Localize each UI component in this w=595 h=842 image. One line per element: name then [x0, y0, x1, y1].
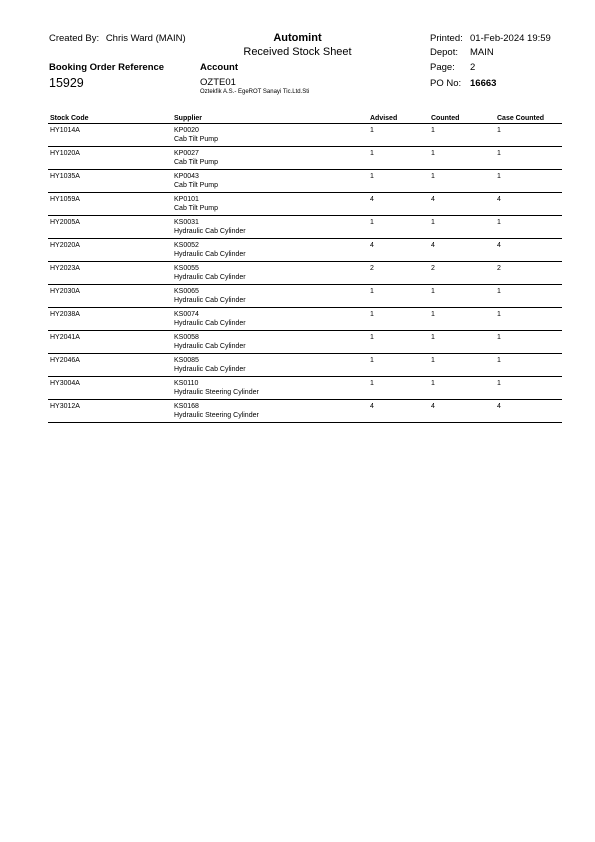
advised-cell [368, 377, 429, 400]
case-counted-qty: 1 [497, 357, 501, 364]
stock-code-cell [48, 170, 172, 193]
advised-cell [368, 400, 429, 423]
depot-label: Depot: [430, 47, 458, 58]
item-description: Hydraulic Cab Cylinder [174, 320, 246, 327]
supplier-cell [172, 400, 368, 423]
stock-code-cell [48, 308, 172, 331]
supplier-cell [172, 193, 368, 216]
supplier-code: KS0065 [174, 288, 199, 295]
item-description: Hydraulic Cab Cylinder [174, 366, 246, 373]
advised-cell [368, 239, 429, 262]
counted-qty: 2 [431, 265, 435, 272]
advised-qty: 1 [370, 173, 374, 180]
advised-qty: 1 [370, 127, 374, 134]
case-counted-qty: 1 [497, 150, 501, 157]
case-counted-qty: 1 [497, 173, 501, 180]
counted-cell [429, 170, 495, 193]
item-description: Hydraulic Steering Cylinder [174, 412, 259, 419]
case-counted-qty: 2 [497, 265, 501, 272]
item-description: Hydraulic Cab Cylinder [174, 343, 246, 350]
advised-cell [368, 170, 429, 193]
counted-qty: 1 [431, 311, 435, 318]
supplier-cell [172, 239, 368, 262]
table-row [48, 285, 562, 308]
counted-cell [429, 193, 495, 216]
supplier-code: KS0074 [174, 311, 199, 318]
created-by-value: Chris Ward (MAIN) [105, 33, 186, 44]
advised-qty: 1 [370, 380, 374, 387]
supplier-cell [172, 262, 368, 285]
supplier-code: KP0101 [174, 196, 199, 203]
supplier-code: KS0055 [174, 265, 199, 272]
table-row [48, 400, 562, 423]
counted-qty: 1 [431, 150, 435, 157]
case-counted-qty: 1 [497, 311, 501, 318]
counted-qty: 1 [431, 219, 435, 226]
case-counted-cell [495, 262, 562, 285]
supplier-code: KP0020 [174, 127, 199, 134]
sheet-title: Received Stock Sheet [243, 46, 352, 58]
depot-value: MAIN [470, 47, 494, 58]
counted-qty: 1 [431, 127, 435, 134]
supplier-code: KS0168 [174, 403, 199, 410]
case-counted-cell [495, 308, 562, 331]
stock-code: HY2046A [50, 357, 80, 364]
item-description: Hydraulic Cab Cylinder [174, 297, 246, 304]
stock-code: HY2030A [50, 288, 80, 295]
stock-code: HY2005A [50, 219, 80, 226]
advised-cell [368, 331, 429, 354]
case-counted-cell [495, 147, 562, 170]
counted-qty: 1 [431, 288, 435, 295]
case-counted-qty: 1 [497, 334, 501, 341]
advised-cell [368, 308, 429, 331]
advised-qty: 4 [370, 403, 374, 410]
case-counted-qty: 4 [497, 403, 501, 410]
case-counted-cell [495, 331, 562, 354]
advised-qty: 4 [370, 242, 374, 249]
supplier-cell [172, 377, 368, 400]
table-row [48, 147, 562, 170]
counted-cell [429, 331, 495, 354]
stock-code: HY3012A [50, 403, 80, 410]
stock-code-cell [48, 147, 172, 170]
booking-ref-label: Booking Order Reference [49, 62, 165, 73]
page-value: 2 [470, 62, 476, 73]
supplier-cell [172, 354, 368, 377]
printed-label: Printed: [430, 33, 463, 44]
supplier-code: KS0085 [174, 357, 199, 364]
advised-qty: 2 [370, 265, 374, 272]
po-value: 16663 [470, 78, 497, 89]
supplier-code: KS0052 [174, 242, 199, 249]
supplier-cell [172, 331, 368, 354]
case-counted-cell [495, 239, 562, 262]
case-counted-cell [495, 377, 562, 400]
advised-qty: 1 [370, 150, 374, 157]
table-header-row [48, 113, 562, 124]
table-row [48, 331, 562, 354]
supplier-code: KP0043 [174, 173, 199, 180]
counted-cell [429, 400, 495, 423]
supplier-code: KS0031 [174, 219, 199, 226]
advised-qty: 1 [370, 357, 374, 364]
counted-cell [429, 354, 495, 377]
stock-code: HY2023A [50, 265, 80, 272]
stock-code-cell [48, 262, 172, 285]
stock-code: HY2020A [50, 242, 80, 249]
advised-cell [368, 285, 429, 308]
counted-cell [429, 124, 495, 147]
advised-qty: 1 [370, 219, 374, 226]
counted-qty: 1 [431, 334, 435, 341]
col-header-counted: Counted [429, 113, 495, 124]
supplier-code: KP0027 [174, 150, 199, 157]
col-header-supplier: Supplier [172, 113, 368, 124]
advised-cell [368, 216, 429, 239]
printed-value: 01-Feb-2024 19:59 [470, 33, 551, 44]
case-counted-cell [495, 285, 562, 308]
po-label: PO No: [430, 78, 462, 89]
stock-code-cell [48, 285, 172, 308]
col-header-advised: Advised [368, 113, 429, 124]
case-counted-cell [495, 400, 562, 423]
advised-cell [368, 193, 429, 216]
advised-cell [368, 147, 429, 170]
item-description: Hydraulic Cab Cylinder [174, 274, 246, 281]
supplier-cell [172, 170, 368, 193]
stock-code-cell [48, 400, 172, 423]
booking-ref-value: 15929 [49, 76, 84, 90]
case-counted-cell [495, 170, 562, 193]
counted-qty: 4 [431, 242, 435, 249]
company-name: Automint [273, 32, 322, 44]
counted-qty: 1 [431, 173, 435, 180]
advised-cell [368, 354, 429, 377]
stock-code-cell [48, 124, 172, 147]
counted-cell [429, 377, 495, 400]
advised-qty: 1 [370, 288, 374, 295]
item-description: Cab Tilt Pump [174, 136, 218, 143]
stock-code: HY2038A [50, 311, 80, 318]
stock-code: HY1020A [50, 150, 80, 157]
case-counted-qty: 4 [497, 242, 501, 249]
supplier-code: KS0058 [174, 334, 199, 341]
stock-code: HY2041A [50, 334, 80, 341]
case-counted-cell [495, 216, 562, 239]
counted-cell [429, 308, 495, 331]
item-description: Cab Tilt Pump [174, 182, 218, 189]
col-header-case-counted: Case Counted [495, 113, 562, 124]
counted-qty: 4 [431, 196, 435, 203]
stock-code: HY1059A [50, 196, 80, 203]
item-description: Hydraulic Steering Cylinder [174, 389, 259, 396]
stock-code-cell [48, 354, 172, 377]
supplier-cell [172, 285, 368, 308]
counted-qty: 1 [431, 380, 435, 387]
item-description: Hydraulic Cab Cylinder [174, 228, 246, 235]
account-name: Oztekfik A.S.- EgeROT Sanayi Tic.Ltd.Sti [200, 89, 310, 95]
supplier-cell [172, 308, 368, 331]
case-counted-qty: 1 [497, 380, 501, 387]
case-counted-cell [495, 124, 562, 147]
counted-cell [429, 239, 495, 262]
table-row [48, 239, 562, 262]
supplier-code: KS0110 [174, 380, 199, 387]
stock-code: HY1035A [50, 173, 80, 180]
table-body [48, 124, 562, 423]
case-counted-qty: 4 [497, 196, 501, 203]
account-code: OZTE01 [200, 77, 236, 88]
advised-qty: 1 [370, 311, 374, 318]
table-row [48, 354, 562, 377]
supplier-cell [172, 216, 368, 239]
stock-table [48, 113, 562, 423]
item-description: Hydraulic Cab Cylinder [174, 251, 246, 258]
table-row [48, 262, 562, 285]
supplier-cell [172, 147, 368, 170]
counted-qty: 4 [431, 403, 435, 410]
account-label: Account [200, 62, 238, 73]
created-by-label: Created By: [49, 33, 100, 44]
stock-code-cell [48, 216, 172, 239]
table-row [48, 308, 562, 331]
col-header-stock-code: Stock Code [48, 113, 172, 124]
stock-code-cell [48, 239, 172, 262]
counted-qty: 1 [431, 357, 435, 364]
item-description: Cab Tilt Pump [174, 159, 218, 166]
counted-cell [429, 147, 495, 170]
case-counted-qty: 1 [497, 219, 501, 226]
table-row [48, 124, 562, 147]
table-row [48, 193, 562, 216]
page-label: Page: [430, 62, 455, 73]
case-counted-qty: 1 [497, 288, 501, 295]
counted-cell [429, 216, 495, 239]
advised-cell [368, 124, 429, 147]
advised-qty: 4 [370, 196, 374, 203]
stock-code: HY3004A [50, 380, 80, 387]
case-counted-qty: 1 [497, 127, 501, 134]
table-row [48, 377, 562, 400]
advised-qty: 1 [370, 334, 374, 341]
case-counted-cell [495, 193, 562, 216]
item-description: Cab Tilt Pump [174, 205, 218, 212]
stock-code-cell [48, 377, 172, 400]
table-row [48, 170, 562, 193]
counted-cell [429, 262, 495, 285]
stock-code-cell [48, 331, 172, 354]
case-counted-cell [495, 354, 562, 377]
stock-code-cell [48, 193, 172, 216]
advised-cell [368, 262, 429, 285]
stock-code: HY1014A [50, 127, 80, 134]
table-row [48, 216, 562, 239]
supplier-cell [172, 124, 368, 147]
counted-cell [429, 285, 495, 308]
